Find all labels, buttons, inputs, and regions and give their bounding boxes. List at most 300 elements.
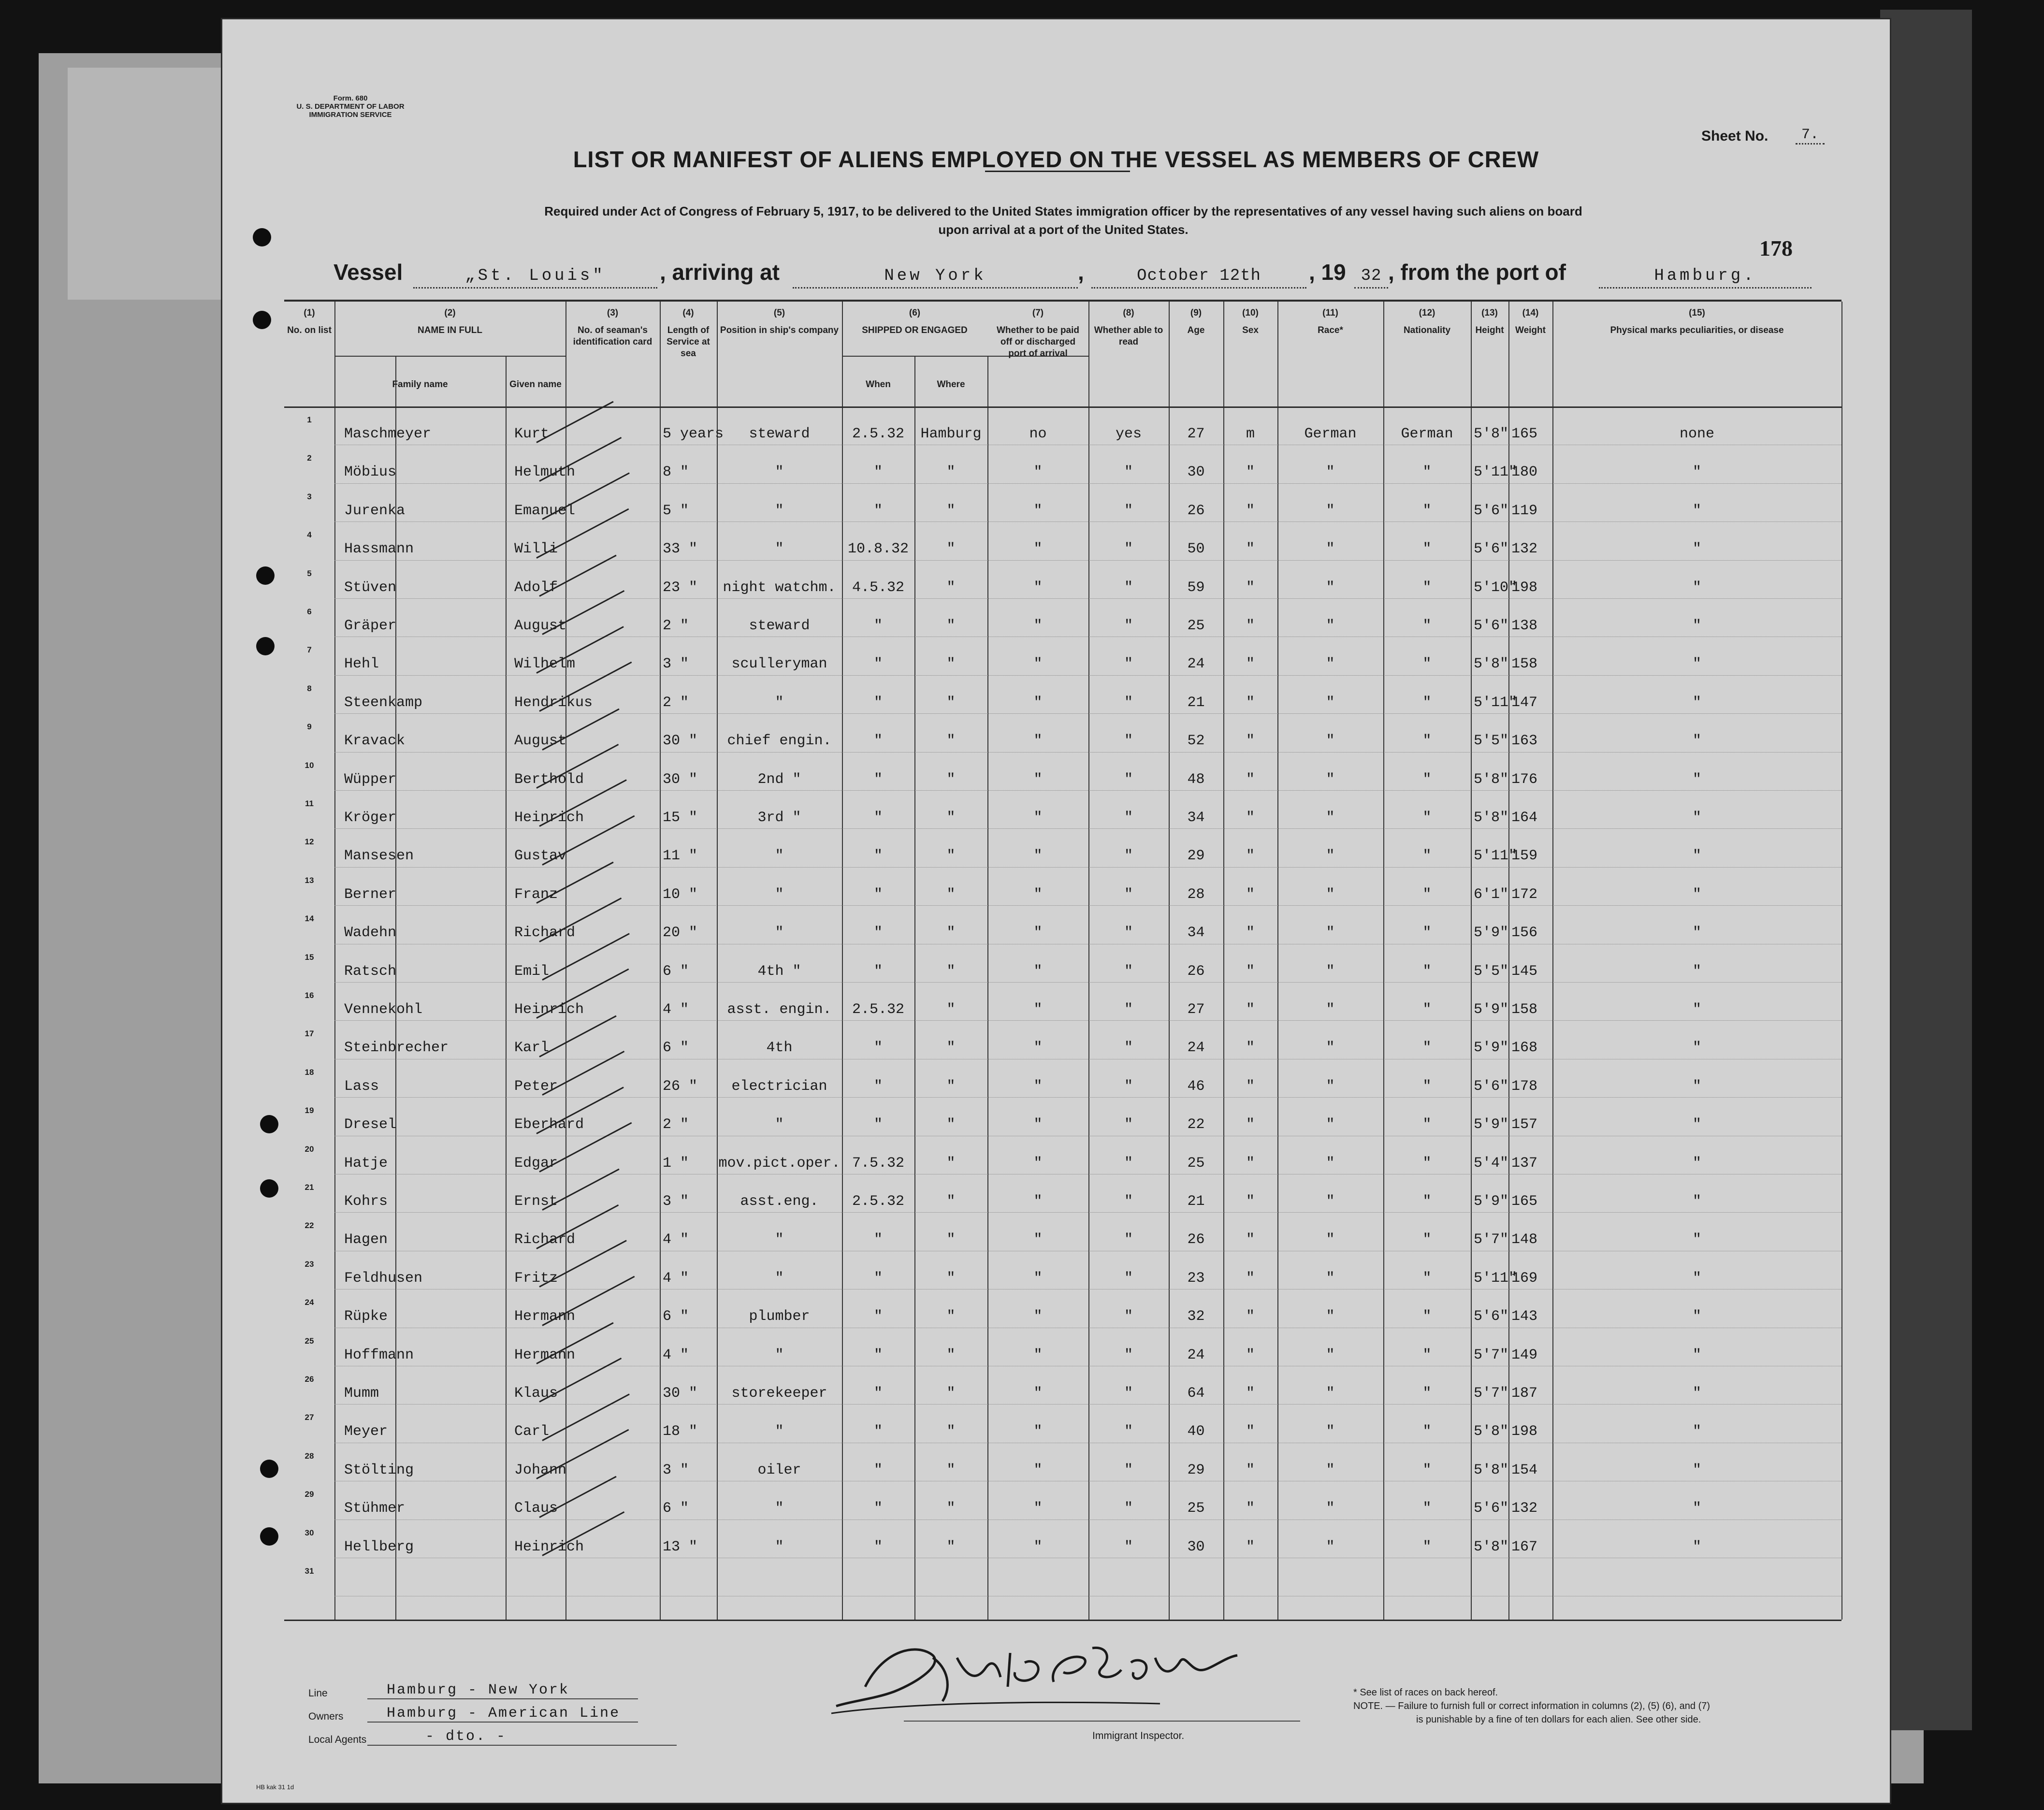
cell-paid: " — [1033, 1500, 1043, 1517]
cell-marks: " — [1692, 1270, 1701, 1287]
cell-family: Hoffmann — [344, 1347, 414, 1363]
cell-nat: " — [1422, 1193, 1432, 1210]
cell-given: Franz — [514, 886, 558, 903]
cell-family: Steenkamp — [344, 694, 423, 711]
cell-height: 5'5" — [1474, 733, 1509, 750]
cell-read: " — [1124, 1078, 1133, 1095]
row-number: 26 — [304, 1375, 314, 1384]
cell-read: " — [1124, 925, 1133, 941]
cell-marks: " — [1692, 618, 1701, 634]
cell-service: 30 " — [663, 771, 698, 788]
row-number: 16 — [304, 991, 314, 1000]
cell-age: 52 — [1187, 733, 1205, 750]
cell-paid: " — [1033, 848, 1043, 865]
stamped-number: 178 — [1759, 236, 1793, 261]
column-label-15: Physical marks peculiarities, or disease — [1610, 325, 1784, 335]
manifest-title: LIST OR MANIFEST OF ALIENS EMPLOYED ON THE VESSEL AS MEMBERS OF CREW — [573, 146, 1539, 172]
cell-where: " — [946, 1040, 956, 1057]
cell-read: " — [1124, 886, 1133, 903]
cell-where: " — [946, 886, 956, 903]
cell-age: 29 — [1187, 848, 1205, 865]
cell-where: " — [946, 925, 956, 941]
cell-paid: " — [1033, 618, 1043, 634]
cell-read: " — [1124, 1001, 1133, 1018]
cell-family: Stüven — [344, 579, 397, 596]
cell-service: 3 " — [663, 1462, 689, 1478]
cell-when: 4.5.32 — [852, 579, 905, 596]
cell-nat: " — [1422, 656, 1432, 673]
cell-race: " — [1326, 1423, 1335, 1440]
shipped-where-header: Where — [937, 379, 965, 390]
cell-when: " — [873, 1385, 883, 1402]
cell-where: " — [946, 1538, 956, 1555]
cell-marks: " — [1692, 1155, 1701, 1172]
cell-race: " — [1326, 502, 1335, 519]
cell-where: " — [946, 618, 956, 634]
column-label-8: Whether able to read — [1094, 325, 1163, 347]
cell-sex: " — [1246, 1001, 1255, 1018]
owners-value: Hamburg - American Line — [367, 1705, 638, 1723]
cell-paid: " — [1033, 656, 1043, 673]
cell-paid: " — [1033, 1538, 1043, 1555]
cell-marks: " — [1692, 1308, 1701, 1325]
cell-family: Kröger — [344, 810, 397, 826]
id-card-check-mark — [542, 708, 619, 750]
cell-age: 27 — [1187, 426, 1205, 442]
id-card-check-mark — [539, 437, 622, 482]
cell-height: 5'9" — [1474, 925, 1509, 941]
row-rule — [334, 713, 1841, 714]
cell-position: 4th " — [757, 963, 801, 980]
cell-family: Möbius — [344, 464, 397, 481]
cell-position: storekeeper — [731, 1385, 827, 1402]
cell-race: " — [1326, 579, 1335, 596]
cell-age: 59 — [1187, 579, 1205, 596]
cell-position: " — [775, 1423, 784, 1440]
column-divider — [660, 302, 661, 1620]
cell-paid: " — [1033, 886, 1043, 903]
cell-family: Ratsch — [344, 963, 397, 980]
row-number: 7 — [307, 645, 312, 655]
cell-race: " — [1326, 1001, 1335, 1018]
cell-weight: 132 — [1511, 541, 1538, 558]
cell-nat: " — [1422, 733, 1432, 750]
sheet-number-label: Sheet No. — [1701, 128, 1769, 144]
cell-service: 2 " — [663, 694, 689, 711]
cell-marks: " — [1692, 1500, 1701, 1517]
row-number: 22 — [304, 1221, 314, 1231]
cell-read: " — [1124, 1462, 1133, 1478]
cell-service: 11 " — [663, 848, 698, 865]
punch-hole — [256, 637, 275, 655]
row-number: 8 — [307, 683, 312, 693]
inspector-signature-line — [904, 1721, 1300, 1722]
race-list-note: * See list of races on back hereof. — [1353, 1687, 1498, 1698]
manifest-sheet — [222, 19, 1890, 1803]
cell-service: 6 " — [663, 1500, 689, 1517]
cell-read: " — [1124, 694, 1133, 711]
cell-sex: " — [1246, 1078, 1255, 1095]
cell-position: " — [775, 1231, 784, 1248]
cell-marks: " — [1692, 1040, 1701, 1057]
cell-sex: " — [1246, 1538, 1255, 1555]
cell-given: Emanuel — [514, 502, 576, 519]
owners-label: Owners — [308, 1711, 344, 1722]
cell-service: 18 " — [663, 1423, 698, 1440]
cell-age: 25 — [1187, 1500, 1205, 1517]
row-rule — [334, 560, 1841, 561]
row-number: 29 — [304, 1490, 314, 1499]
cell-where: " — [946, 579, 956, 596]
cell-paid: " — [1033, 1078, 1043, 1095]
cell-read: " — [1124, 1116, 1133, 1133]
cell-height: 5'7" — [1474, 1231, 1509, 1248]
cell-height: 5'9" — [1474, 1116, 1509, 1133]
cell-paid: " — [1033, 1462, 1043, 1478]
cell-given: Heinrich — [514, 1001, 584, 1018]
cell-weight: 138 — [1511, 618, 1538, 634]
row-number: 11 — [305, 799, 314, 808]
punch-hole — [253, 311, 271, 329]
cell-family: Feldhusen — [344, 1270, 423, 1287]
cell-given: Emil — [514, 963, 550, 980]
column-divider — [1223, 302, 1224, 1620]
cell-given: Karl — [514, 1040, 550, 1057]
id-card-check-mark — [539, 1015, 616, 1057]
cell-position: asst. engin. — [727, 1001, 832, 1018]
cell-age: 30 — [1187, 1538, 1205, 1555]
cell-age: 24 — [1187, 656, 1205, 673]
cell-service: 6 " — [663, 963, 689, 980]
cell-given: Heinrich — [514, 810, 584, 826]
cell-height: 5'8" — [1474, 1423, 1509, 1440]
cell-where: " — [946, 1116, 956, 1133]
cell-height: 5'11" — [1474, 1270, 1518, 1287]
cell-nat: " — [1422, 1270, 1432, 1287]
column-divider — [842, 302, 843, 1620]
cell-nat: " — [1422, 810, 1432, 826]
local-agents-value: - dto. - — [367, 1728, 677, 1746]
cell-race: " — [1326, 1308, 1335, 1325]
subtitle-line-2: upon arrival at a port of the United States. — [938, 222, 1189, 237]
column-divider — [1552, 302, 1553, 1620]
cell-family: Kohrs — [344, 1193, 388, 1210]
cell-service: 30 " — [663, 733, 698, 750]
row-number: 17 — [304, 1029, 314, 1039]
cell-weight: 167 — [1511, 1538, 1538, 1555]
cell-marks: " — [1692, 1001, 1701, 1018]
cell-when: " — [873, 1270, 883, 1287]
cell-when: " — [873, 771, 883, 788]
cell-paid: " — [1033, 1040, 1043, 1057]
cell-height: 5'11" — [1474, 848, 1518, 865]
cell-height: 5'11" — [1474, 464, 1518, 481]
cell-paid: " — [1033, 810, 1043, 826]
cell-where: " — [946, 1155, 956, 1172]
cell-sex: " — [1246, 1231, 1255, 1248]
column-divider — [1169, 302, 1170, 1620]
row-number: 21 — [304, 1183, 314, 1192]
column-label-4: Length of Service at sea — [667, 325, 710, 359]
cell-weight: 154 — [1511, 1462, 1538, 1478]
cell-weight: 164 — [1511, 810, 1538, 826]
cell-where: " — [946, 1193, 956, 1210]
punch-hole — [256, 566, 275, 585]
cell-paid: " — [1033, 1385, 1043, 1402]
cell-family: Mansesen — [344, 848, 414, 865]
cell-nat: " — [1422, 579, 1432, 596]
cell-marks: " — [1692, 1116, 1701, 1133]
cell-where: " — [946, 1385, 956, 1402]
cell-when: " — [873, 1116, 883, 1133]
cell-sex: " — [1246, 1500, 1255, 1517]
cell-read: " — [1124, 541, 1133, 558]
row-number: 2 — [307, 453, 312, 463]
cell-age: 40 — [1187, 1423, 1205, 1440]
cell-age: 24 — [1187, 1347, 1205, 1363]
cell-where: " — [946, 1462, 956, 1478]
cell-nat: " — [1422, 848, 1432, 865]
line-label: Line — [308, 1688, 328, 1699]
cell-age: 48 — [1187, 771, 1205, 788]
cell-weight: 165 — [1511, 1193, 1538, 1210]
row-rule — [334, 675, 1841, 676]
cell-height: 5'4" — [1474, 1155, 1509, 1172]
cell-when: " — [873, 464, 883, 481]
cell-marks: none — [1679, 426, 1714, 442]
cell-weight: 157 — [1511, 1116, 1538, 1133]
column-number-15: (15) — [1689, 308, 1705, 318]
punch-hole — [260, 1115, 278, 1133]
cell-nat: " — [1422, 464, 1432, 481]
cell-sex: " — [1246, 1347, 1255, 1363]
cell-marks: " — [1692, 464, 1701, 481]
print-code: HB kak 31 1d — [256, 1783, 294, 1791]
cell-given: Peter — [514, 1078, 558, 1095]
id-card-check-mark — [542, 1169, 619, 1211]
cell-nat: " — [1422, 1001, 1432, 1018]
punch-hole — [260, 1179, 278, 1198]
cell-service: 8 " — [663, 464, 689, 481]
cell-read: " — [1124, 656, 1133, 673]
cell-position: mov.pict.oper. — [718, 1155, 841, 1172]
id-card-check-mark — [536, 1204, 619, 1249]
cell-marks: " — [1692, 1538, 1701, 1555]
cell-given: Hendrikus — [514, 694, 593, 711]
cell-given: Klaus — [514, 1385, 558, 1402]
cell-position: " — [775, 1270, 784, 1287]
cell-service: 20 " — [663, 925, 698, 941]
punch-hole — [260, 1527, 278, 1546]
cell-when: " — [873, 733, 883, 750]
row-rule — [334, 982, 1841, 983]
cell-race: " — [1326, 1500, 1335, 1517]
cell-service: 2 " — [663, 618, 689, 634]
cell-weight: 169 — [1511, 1270, 1538, 1287]
row-rule — [334, 483, 1841, 484]
cell-when: " — [873, 925, 883, 941]
cell-service: 1 " — [663, 1155, 689, 1172]
column-label-11: Race* — [1318, 325, 1343, 335]
cell-read: " — [1124, 1347, 1133, 1363]
cell-sex: " — [1246, 541, 1255, 558]
cell-race: " — [1326, 1193, 1335, 1210]
cell-marks: " — [1692, 886, 1701, 903]
column-number-6: (6) — [909, 308, 921, 318]
cell-when: " — [873, 1308, 883, 1325]
cell-where: " — [946, 1270, 956, 1287]
family-name-header: Family name — [392, 379, 448, 390]
cell-given: Hermann — [514, 1347, 576, 1363]
cell-read: " — [1124, 963, 1133, 980]
cell-race: " — [1326, 464, 1335, 481]
cell-service: 3 " — [663, 1193, 689, 1210]
cell-paid: " — [1033, 925, 1043, 941]
column-number-5: (5) — [773, 308, 785, 318]
cell-sex: " — [1246, 502, 1255, 519]
cell-position: " — [775, 1500, 784, 1517]
column-number-4: (4) — [682, 308, 694, 318]
cell-family: Wüpper — [344, 771, 397, 788]
cell-position: asst.eng. — [740, 1193, 819, 1210]
cell-where: " — [946, 1347, 956, 1363]
cell-sex: " — [1246, 886, 1255, 903]
cell-where: " — [946, 502, 956, 519]
row-rule — [334, 1404, 1841, 1405]
cell-weight: 147 — [1511, 694, 1538, 711]
id-card-check-mark — [542, 1051, 624, 1096]
cell-family: Hatje — [344, 1155, 388, 1172]
cell-sex: " — [1246, 618, 1255, 634]
cell-given: August — [514, 618, 567, 634]
cell-marks: " — [1692, 1423, 1701, 1440]
cell-nat: German — [1401, 426, 1453, 442]
cell-height: 5'9" — [1474, 1193, 1509, 1210]
cell-given: Gustav — [514, 848, 567, 865]
cell-service: 4 " — [663, 1231, 689, 1248]
cell-race: " — [1326, 886, 1335, 903]
cell-family: Stühmer — [344, 1500, 406, 1517]
cell-weight: 163 — [1511, 733, 1538, 750]
shipped-when-header: When — [866, 379, 891, 390]
cell-sex: " — [1246, 1462, 1255, 1478]
cell-where: " — [946, 1001, 956, 1018]
cell-position: oiler — [757, 1462, 801, 1478]
cell-sex: " — [1246, 1116, 1255, 1133]
cell-weight: 156 — [1511, 925, 1538, 941]
cell-service: 26 " — [663, 1078, 698, 1095]
cell-when: " — [873, 656, 883, 673]
cell-given: Adolf — [514, 579, 558, 596]
cell-race: " — [1326, 1231, 1335, 1248]
cell-height: 5'11" — [1474, 694, 1518, 711]
cell-race: " — [1326, 1538, 1335, 1555]
underlying-page-fragment — [68, 68, 232, 300]
row-number: 14 — [304, 914, 314, 924]
cell-where: " — [946, 771, 956, 788]
form-number: Form. 680 — [333, 94, 368, 102]
cell-service: 23 " — [663, 579, 698, 596]
cell-paid: " — [1033, 1193, 1043, 1210]
cell-position: " — [775, 1347, 784, 1363]
cell-where: Hamburg — [920, 426, 982, 442]
cell-marks: " — [1692, 1231, 1701, 1248]
cell-sex: " — [1246, 925, 1255, 941]
row-number: 24 — [304, 1298, 314, 1307]
cell-where: " — [946, 1423, 956, 1440]
cell-age: 34 — [1187, 810, 1205, 826]
cell-age: 26 — [1187, 963, 1205, 980]
column-number-2: (2) — [444, 308, 456, 318]
cell-paid: " — [1033, 771, 1043, 788]
row-number: 15 — [304, 952, 314, 962]
cell-weight: 159 — [1511, 848, 1538, 865]
cell-weight: 198 — [1511, 1423, 1538, 1440]
manifest-subtitle — [430, 202, 1696, 239]
cell-nat: " — [1422, 771, 1432, 788]
cell-age: 26 — [1187, 502, 1205, 519]
cell-height: 5'6" — [1474, 1500, 1509, 1517]
cell-race: " — [1326, 925, 1335, 941]
column-divider — [717, 302, 718, 1620]
cell-where: " — [946, 1308, 956, 1325]
cell-family: Maschmeyer — [344, 426, 432, 442]
cell-when: " — [873, 1538, 883, 1555]
cell-race: " — [1326, 656, 1335, 673]
cell-race: " — [1326, 1078, 1335, 1095]
cell-service: 6 " — [663, 1308, 689, 1325]
cell-age: 32 — [1187, 1308, 1205, 1325]
cell-read: " — [1124, 1385, 1133, 1402]
cell-family: Rüpke — [344, 1308, 388, 1325]
cell-when: " — [873, 886, 883, 903]
row-rule — [334, 828, 1841, 829]
cell-race: " — [1326, 1040, 1335, 1057]
cell-read: " — [1124, 618, 1133, 634]
column-label-12: Nationality — [1403, 325, 1451, 335]
cell-marks: " — [1692, 1385, 1701, 1402]
cell-service: 33 " — [663, 541, 698, 558]
cell-marks: " — [1692, 694, 1701, 711]
cell-service: 4 " — [663, 1270, 689, 1287]
cell-paid: " — [1033, 1001, 1043, 1018]
id-card-check-mark — [542, 590, 624, 635]
cell-race: " — [1326, 541, 1335, 558]
cell-height: 5'6" — [1474, 1308, 1509, 1325]
cell-race: " — [1326, 963, 1335, 980]
cell-paid: " — [1033, 1155, 1043, 1172]
cell-when: 2.5.32 — [852, 1001, 905, 1018]
cell-position: " — [775, 464, 784, 481]
cell-height: 5'6" — [1474, 1078, 1509, 1095]
cell-nat: " — [1422, 502, 1432, 519]
cell-where: " — [946, 464, 956, 481]
cell-position: " — [775, 1116, 784, 1133]
cell-height: 5'6" — [1474, 618, 1509, 634]
cell-where: " — [946, 541, 956, 558]
cell-when: " — [873, 694, 883, 711]
row-number: 30 — [304, 1528, 314, 1537]
cell-service: 5 years — [663, 426, 724, 442]
cell-age: 46 — [1187, 1078, 1205, 1095]
cell-family: Jurenka — [344, 502, 406, 519]
cell-when: 10.8.32 — [847, 541, 909, 558]
cell-marks: " — [1692, 1078, 1701, 1095]
cell-sex: " — [1246, 694, 1255, 711]
cell-when: " — [873, 1423, 883, 1440]
cell-when: " — [873, 1500, 883, 1517]
cell-position: sculleryman — [731, 656, 827, 673]
